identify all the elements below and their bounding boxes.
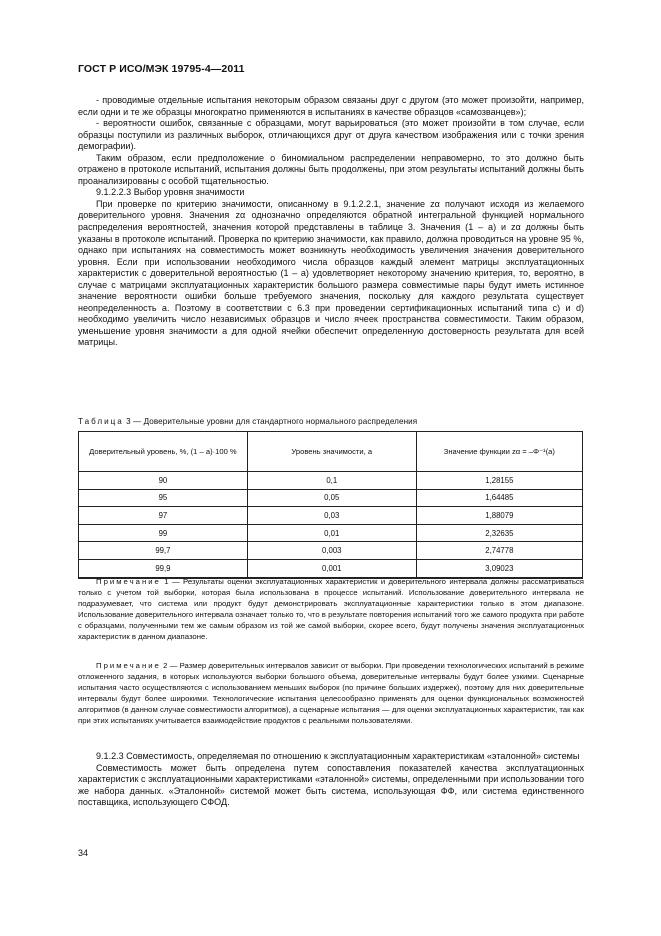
header-cell: Доверительный уровень, %, (1 – a)·100 %	[79, 432, 248, 472]
table-row	[79, 489, 583, 507]
header-cell: Уровень значимости, a	[247, 432, 416, 472]
section-heading: 9.1.2.3 Совместимость, определяемая по отношению к эксплуатационным характеристикам «эталонной» системы	[96, 751, 580, 761]
note-label: Примечание	[96, 577, 161, 586]
note-text: 1 — Результаты оценки эксплуатационных характеристик и доверительного интервала должны рассматриваться только с учетом той выборки, которая была использована в процессе испытаний. Использование доверительного интервала не подразумевает, что система или продукт будут демонстрировать эксплуатационные характеристики только в этом диапазоне. Использование доверительного интервала означает только то, что в результате повторения испытаний того же самого продукта при работе с образцами, полученными тем же самым образом из той же самой выборки, скорее всего, будут получены значения эксплуатационных характеристик в данном диапазоне.	[78, 577, 585, 641]
table-row	[79, 559, 583, 577]
table-row	[79, 507, 583, 525]
table-caption	[78, 417, 417, 426]
paragraph: - вероятности ошибок, связанные с образцами, могут варьироваться (это может произойти в том случае, если образцы поступили из различных выборок, отличающихся друг от друга качеством изображения или с точки зрения демографии).	[78, 118, 584, 152]
header-cell: Значение функции zα = –Φ⁻¹(a)	[416, 432, 582, 472]
table-cell: 1,28155	[416, 472, 582, 490]
note-paragraph	[78, 660, 584, 726]
table-cell: 0,003	[247, 542, 416, 560]
note-label: Примечание	[96, 661, 161, 670]
table-row	[79, 524, 583, 542]
table-cell: 0,001	[247, 559, 416, 577]
table-cell: 2,32635	[416, 524, 582, 542]
note-2	[78, 660, 584, 726]
paragraph: Совместимость может быть определена путем сопоставления показателей качества эксплуатационных характеристик с эксплуатационными характеристиками «эталонной» системы, определенными при использовании того же набора данных. «Эталонной» системой может быть система, использующая ФФ, или система единственного поставщика, использующего СФОД.	[78, 762, 584, 808]
table-cell: 2,74778	[416, 542, 582, 560]
table-header-row	[79, 432, 583, 472]
table-cell: 95	[79, 489, 248, 507]
bottom-text-block	[78, 751, 584, 809]
table-cell: 1,88079	[416, 507, 582, 525]
note-text: 2 — Размер доверительных интервалов зависит от выборки. При проведении технологических испытаний в режиме отложенного задания, в которых используются выборки большого объема, доверительные интервалы будут более узкими. Сценарные испытания часто осуществляются с использованием меньших выборок (по причине больших издержек), поэтому для них доверительные интервалы будут более широкими. Технологические испытания целесообразно применять для оценки функциональных возможностей алгоритмов (в данном случае совместимости алгоритмов), а сценарные испытания — для оценки эксплуатационных характеристик, так как при этих испытаниях учитывается взаимодействие продуктов с реальными пользователями.	[78, 661, 585, 725]
table-cell: 1,64485	[416, 489, 582, 507]
table-cell: 0,05	[247, 489, 416, 507]
paragraph: Таким образом, если предположение о биномиальном распределении неправомерно, то это должно быть отражено в протоколе испытаний, испытания должны быть продолжены, при этом результаты испытаний должны быть проанализированы с особой тщательностью.	[78, 152, 584, 186]
table-cell: 0,01	[247, 524, 416, 542]
section-heading: 9.1.2.2.3 Выбор уровня значимости	[96, 187, 245, 198]
top-text-block	[78, 95, 584, 349]
table-cell: 0,03	[247, 507, 416, 525]
table-cell: 99,9	[79, 559, 248, 577]
page-number: 34	[78, 848, 89, 858]
table-row	[79, 542, 583, 560]
paragraph: - проводимые отдельные испытания некоторым образом связаны друг с другом (это может произойти, например, если одни и те же образцы многократно применяются в испытаниях в качестве образцов «самозванцев»);	[78, 95, 584, 117]
table-cell: 97	[79, 507, 248, 525]
table-cell: 99,7	[79, 542, 248, 560]
table-cell: 3,09023	[416, 559, 582, 577]
table-caption-label: Таблица	[78, 417, 124, 426]
table-row	[79, 472, 583, 490]
note-1	[78, 576, 584, 642]
paragraph: При проверке по критерию значимости, описанному в 9.1.2.2.1, значение zα получают исходя из желаемого доверительного уровня. Значения zα однозначно определяются обратной интегральной функцией нормального распределения вероятностей, значения которой представлены в таблице 3. Значения (1 – a) и zα должны быть указаны в протоколе испытаний. Проверка по критерию значимости, как правило, должна проводиться на уровне 95 %, однако при испытаниях на совместимость может возникнуть необходимость увеличения значения доверительного уровня. Если при использовании необходимого числа образцов каждый элемент матрицы эксплуатационных характеристик с доверительной вероятностью (1 – a) удовлетворяет некоторому значению критерия, то, вероятно, в случае с матрицами эксплуатационных характеристик большого размера совместимые пары будут иметь истинное значение вероятности ошибки больше требуемого значения, поскольку для каждого результата существует неопределенность a. Поэтому в соответствии с 6.3 при проведении сертификационных испытаний типа с) и d) необходимо увеличить число независимых образцов и число ячеек пространства совместимости. Таким образом, уменьшение уровня значимости a для одной ячейки обеспечит определенную достоверность результата для всей матрицы.	[78, 198, 584, 348]
table-cell: 0,1	[247, 472, 416, 490]
table-caption-text: 3 — Доверительные уровни для стандартного нормального распределения	[126, 417, 418, 426]
note-paragraph	[78, 576, 584, 642]
table-cell: 99	[79, 524, 248, 542]
standard-header: ГОСТ Р ИСО/МЭК 19795-4—2011	[78, 63, 245, 75]
table-cell: 90	[79, 472, 248, 490]
confidence-table	[78, 431, 583, 579]
